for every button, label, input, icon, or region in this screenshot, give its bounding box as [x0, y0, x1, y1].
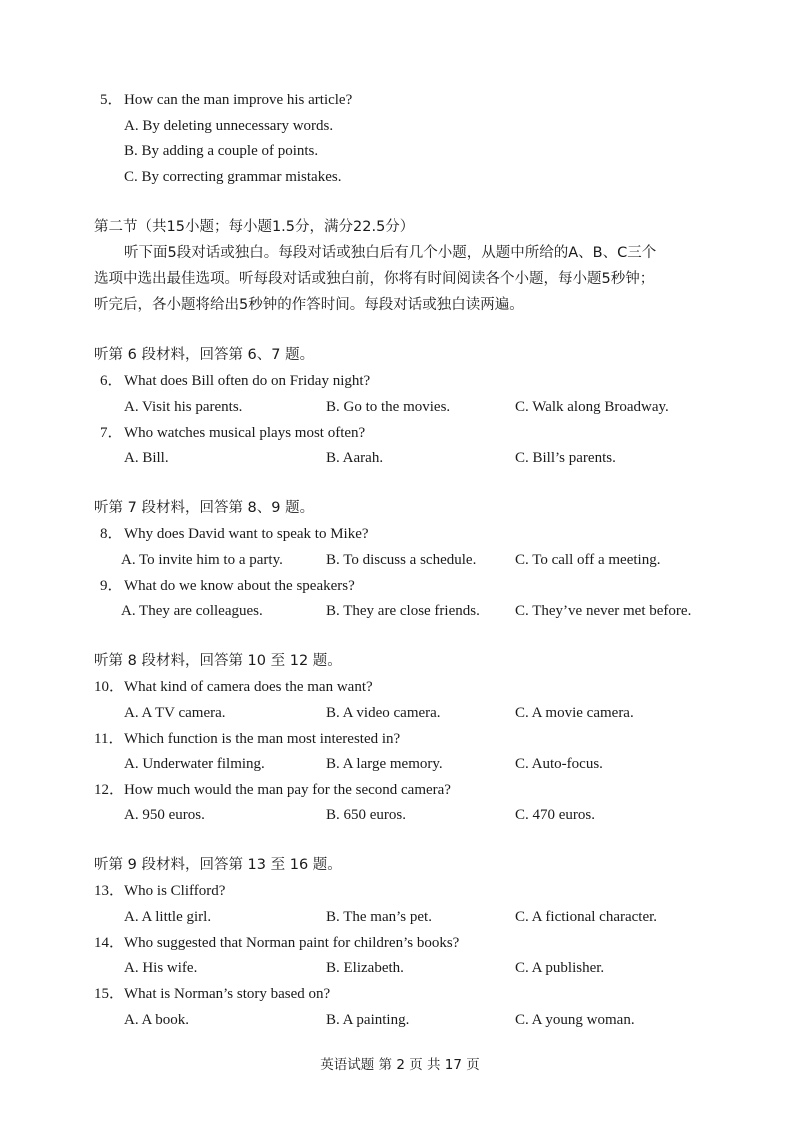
question-14-text: Who suggested that Norman paint for children’s books?	[124, 935, 460, 951]
question-13-text: Who is Clifford?	[124, 883, 226, 899]
question-10-number: 10．	[94, 679, 125, 695]
question-13-option-c: C. A fictional character.	[515, 909, 658, 925]
section-2-heading: 第二节（共15小题；每小题1.5分，满分22.5分）	[94, 219, 415, 235]
question-14-option-c: C. A publisher.	[515, 960, 605, 976]
question-6-option-c: C. Walk along Broadway.	[515, 399, 669, 415]
question-6-number: 6．	[100, 373, 123, 389]
question-5-number: 5．	[100, 92, 123, 108]
question-15-number: 15．	[94, 986, 125, 1002]
question-7-option-a: A. Bill.	[124, 450, 169, 466]
question-13-option-b: B. The man’s pet.	[326, 909, 432, 925]
question-7-option-c: C. Bill’s parents.	[515, 450, 616, 466]
question-13-option-a: A. A little girl.	[124, 909, 212, 925]
question-11-text: Which function is the man most interested in?	[124, 731, 401, 747]
group-label-7: 听第 7 段材料，回答第 8、9 题。	[94, 500, 315, 516]
question-15-option-b: B. A painting.	[326, 1012, 410, 1028]
question-12-text: How much would the man pay for the second camera?	[124, 782, 451, 798]
question-9-option-a: A. They are colleagues.	[121, 603, 263, 619]
question-7-text: Who watches musical plays most often?	[124, 425, 366, 441]
question-5-option-b: B. By adding a couple of points.	[124, 143, 319, 159]
question-12-option-c: C. 470 euros.	[515, 807, 595, 823]
section-2-instructions-line-2: 选项中选出最佳选项。听每段对话或独白前，你将有时间阅读各个小题，每小题5秒钟；	[94, 271, 655, 287]
question-5-option-a: A. By deleting unnecessary words.	[124, 118, 334, 134]
question-8-text: Why does David want to speak to Mike?	[124, 526, 369, 542]
question-14-option-b: B. Elizabeth.	[326, 960, 404, 976]
question-15-option-c: C. A young woman.	[515, 1012, 635, 1028]
question-6-option-a: A. Visit his parents.	[124, 399, 243, 415]
question-8-option-b: B. To discuss a schedule.	[326, 552, 477, 568]
question-6-option-b: B. Go to the movies.	[326, 399, 451, 415]
question-7-number: 7．	[100, 425, 123, 441]
question-9-text: What do we know about the speakers?	[124, 578, 355, 594]
question-8-option-a: A. To invite him to a party.	[121, 552, 283, 568]
question-12-option-a: A. 950 euros.	[124, 807, 205, 823]
question-11-option-a: A. Underwater filming.	[124, 756, 265, 772]
question-14-option-a: A. His wife.	[124, 960, 198, 976]
group-label-6: 听第 6 段材料，回答第 6、7 题。	[94, 347, 315, 363]
page-footer: 英语试题 第 2 页 共 17 页	[320, 1057, 480, 1073]
question-7-option-b: B. Aarah.	[326, 450, 384, 466]
question-12-option-b: B. 650 euros.	[326, 807, 406, 823]
question-8-number: 8．	[100, 526, 123, 542]
question-10-option-a: A. A TV camera.	[124, 705, 226, 721]
question-6-text: What does Bill often do on Friday night?	[124, 373, 371, 389]
question-10-option-c: C. A movie camera.	[515, 705, 634, 721]
question-9-option-c: C. They’ve never met before.	[515, 603, 692, 619]
question-15-option-a: A. A book.	[124, 1012, 190, 1028]
question-11-option-c: C. Auto-focus.	[515, 756, 603, 772]
question-14-number: 14．	[94, 935, 125, 951]
question-11-number: 11．	[94, 731, 124, 747]
question-9-number: 9．	[100, 578, 123, 594]
question-9-option-b: B. They are close friends.	[326, 603, 480, 619]
question-11-option-b: B. A large memory.	[326, 756, 443, 772]
section-2-instructions-line-1: 听下面5段对话或独白。每段对话或独白后有几个小题，从题中所给的A、B、C三个	[124, 245, 657, 261]
question-10-option-b: B. A video camera.	[326, 705, 441, 721]
question-12-number: 12．	[94, 782, 125, 798]
question-15-text: What is Norman’s story based on?	[124, 986, 331, 1002]
question-5-text: How can the man improve his article?	[124, 92, 353, 108]
question-13-number: 13．	[94, 883, 125, 899]
question-10-text: What kind of camera does the man want?	[124, 679, 373, 695]
section-2-instructions-line-3: 听完后，各小题将给出5秒钟的作答时间。每段对话或独白读两遍。	[94, 297, 524, 313]
question-8-option-c: C. To call off a meeting.	[515, 552, 661, 568]
question-5-option-c: C. By correcting grammar mistakes.	[124, 169, 342, 185]
group-label-8: 听第 8 段材料，回答第 10 至 12 题。	[94, 653, 342, 669]
group-label-9: 听第 9 段材料，回答第 13 至 16 题。	[94, 857, 342, 873]
